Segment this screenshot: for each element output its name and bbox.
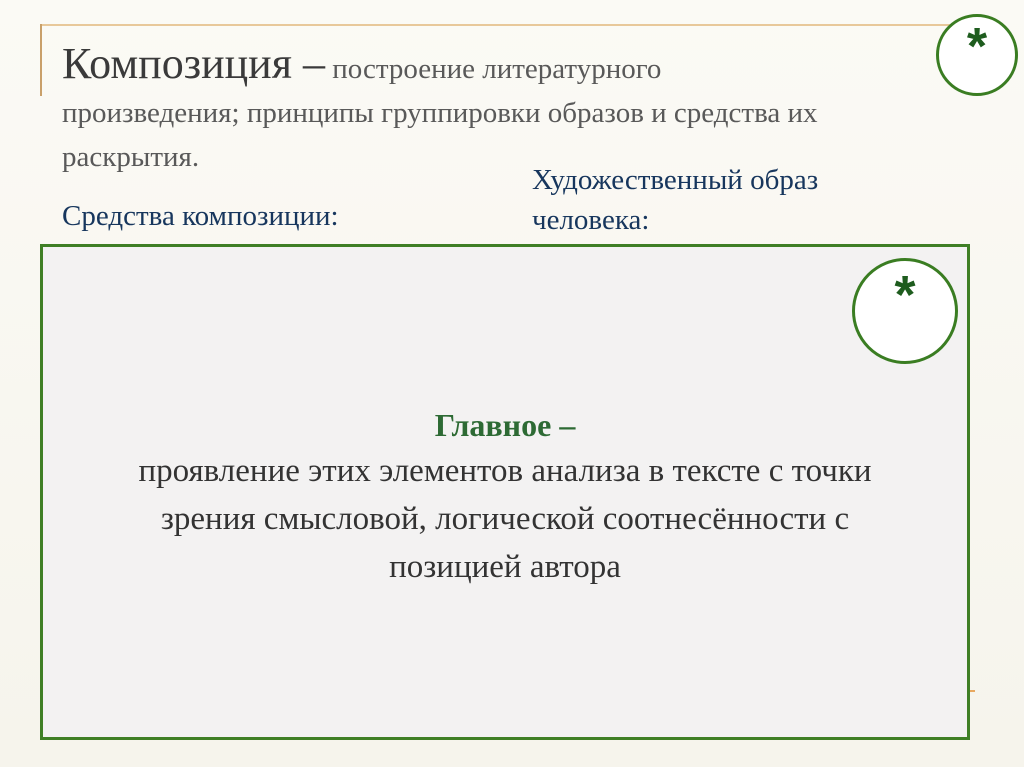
character-image-label bbox=[532, 160, 912, 240]
title-definition-line2: произведения; принципы группировки образов и средства их bbox=[62, 97, 818, 129]
main-idea-text-line2: зрения смысловой, логической соотнесённости с bbox=[160, 501, 850, 537]
title-definition-line3: раскрытия. bbox=[62, 141, 200, 173]
main-idea-box bbox=[40, 244, 970, 740]
character-image-label-line2: человека: bbox=[532, 204, 650, 236]
main-idea-text-line1: проявление этих элементов анализа в тексте с точки bbox=[138, 453, 872, 489]
asterisk-icon: * bbox=[966, 18, 988, 76]
slide-title bbox=[62, 38, 942, 179]
asterisk-circle-inner bbox=[852, 258, 958, 364]
character-image-label-line1: Художественный образ bbox=[532, 164, 819, 196]
title-term: Композиция – bbox=[62, 39, 325, 88]
left-rule bbox=[40, 24, 42, 96]
main-idea-text-line3: позицией автора bbox=[389, 549, 621, 585]
main-idea-text bbox=[53, 447, 957, 591]
top-rule bbox=[40, 24, 960, 26]
composition-means-label: Средства композиции: bbox=[62, 200, 339, 232]
title-definition-line1: построение литературного bbox=[324, 53, 662, 85]
asterisk-icon: * bbox=[894, 265, 916, 325]
asterisk-circle-top bbox=[936, 14, 1018, 96]
main-idea-heading: Главное – bbox=[434, 407, 576, 443]
